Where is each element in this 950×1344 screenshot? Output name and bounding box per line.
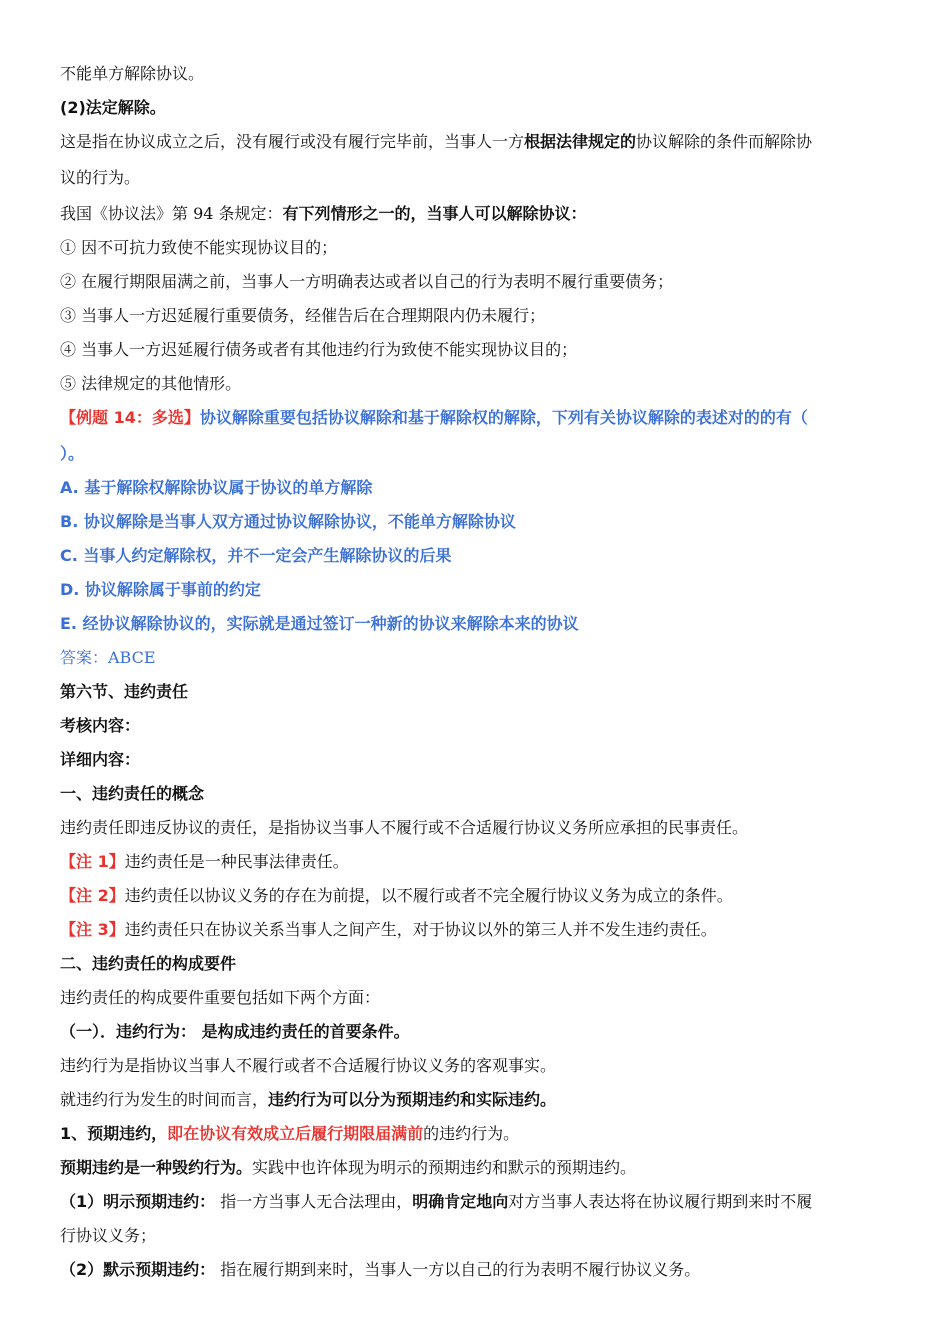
section-heading: 考核内容：: [60, 716, 141, 735]
list-item: ⑤ 法律规定的其他情形。: [60, 374, 242, 393]
text-line: 违约责任即违反协议的责任，是指协议当事人不履行或不合适履行协议义务所应承担的民事责任。: [60, 818, 749, 837]
list-item: ① 因不可抗力致使不能实现协议目的；: [60, 238, 338, 257]
note-line: 【注 3】违约责任只在协议关系当事人之间产生，对于协议以外的第三人并不发生违约责任。: [60, 920, 717, 939]
section-heading: 详细内容：: [60, 750, 141, 769]
option-e: E. 经协议解除协议的，实际就是通过签订一种新的协议来解除本来的协议: [60, 614, 579, 633]
text-line: 就违约行为发生的时间而言，违约行为可以分为预期违约和实际违约。: [60, 1090, 557, 1109]
option-d: D. 协议解除属于事前的约定: [60, 580, 261, 599]
sub-heading: （一）．违约行为： 是构成违约责任的首要条件。: [60, 1022, 410, 1041]
section-heading: 第六节、违约责任: [60, 682, 189, 701]
section-heading: 一、违约责任的概念: [60, 784, 205, 803]
note-line: 【注 1】违约责任是一种民事法律责任。: [60, 852, 349, 871]
text-line: （2）默示预期违约： 指在履行期到来时，当事人一方以自己的行为表明不履行协议义务。: [60, 1260, 701, 1279]
note-line: 【注 2】违约责任以协议义务的存在为前提，以不履行或者不完全履行协议义务为成立的条件。: [60, 886, 733, 905]
text-line: 1、预期违约，即在协议有效成立后履行期限届满前的违约行为。: [60, 1124, 520, 1143]
list-item: ④ 当事人一方迟延履行债务或者有其他违约行为致使不能实现协议目的；: [60, 340, 578, 359]
section-heading: 二、违约责任的构成要件: [60, 954, 237, 973]
text-line: 违约责任的构成要件重要包括如下两个方面：: [60, 988, 381, 1007]
option-c: C. 当事人约定解除权，并不一定会产生解除协议的后果: [60, 546, 452, 565]
text-line: （1）明示预期违约： 指一方当事人无合法理由，明确肯定地向对方当事人表达将在协议履行期到来时不履: [60, 1192, 813, 1211]
text-line: 行协议义务；: [60, 1226, 157, 1245]
option-a: A. 基于解除权解除协议属于协议的单方解除: [60, 478, 373, 497]
text-line: 议的行为。: [60, 168, 141, 187]
option-b: B. 协议解除是当事人双方通过协议解除协议，不能单方解除协议: [60, 512, 516, 531]
list-item: ② 在履行期限届满之前，当事人一方明确表达或者以自己的行为表明不履行重要债务；: [60, 272, 674, 291]
section-heading: (2)法定解除。: [60, 98, 166, 117]
list-item: ③ 当事人一方迟延履行重要债务，经催告后在合理期限内仍未履行；: [60, 306, 546, 325]
text-line: 违约行为是指协议当事人不履行或者不合适履行协议义务的客观事实。: [60, 1056, 557, 1075]
text-line: 预期违约是一种毁约行为。实践中也许体现为明示的预期违约和默示的预期违约。: [60, 1158, 637, 1177]
text-line: 不能单方解除协议。: [60, 64, 205, 83]
text-line: 我国《协议法》第 94 条规定：有下列情形之一的，当事人可以解除协议：: [60, 204, 587, 223]
example-question-end: ）。: [60, 444, 85, 463]
example-question: 【例题 14：多选】协议解除重要包括协议解除和基于解除权的解除，下列有关协议解除的表述对的的有（: [60, 408, 808, 427]
text-line: 这是指在协议成立之后，没有履行或没有履行完毕前，当事人一方根据法律规定的协议解除的条件而解除协: [60, 132, 813, 151]
answer: 答案：ABCE: [60, 648, 156, 667]
